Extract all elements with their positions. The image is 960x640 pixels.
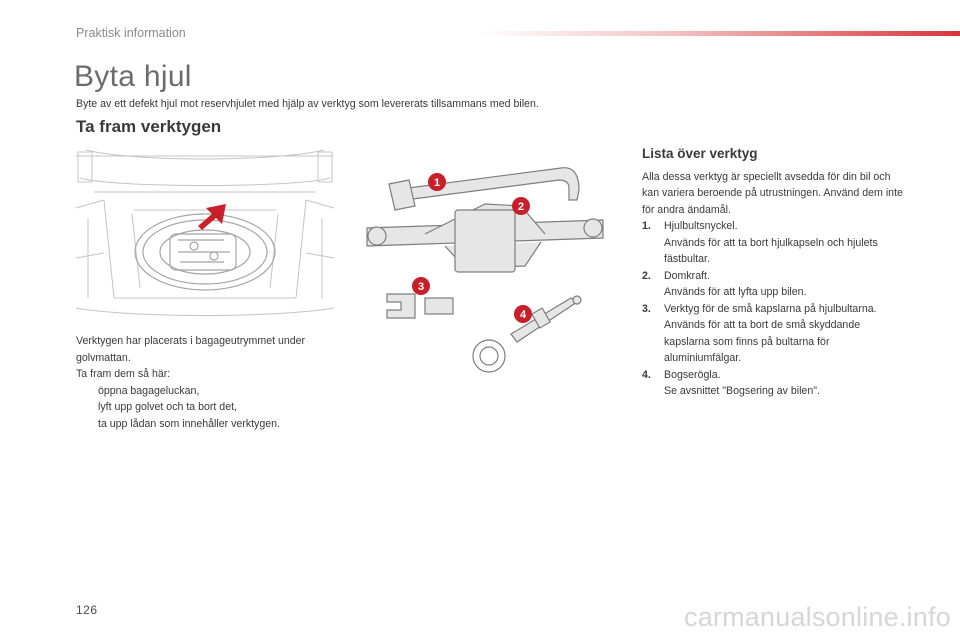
- tool-name: Domkraft.: [664, 269, 710, 282]
- tool-description: Används för att ta bort hjulkapseln och hjulets fästbultar.: [664, 236, 878, 265]
- tool-item-1: [642, 218, 904, 268]
- callout-4: [514, 305, 532, 323]
- tool-list-heading: Lista över verktyg: [642, 146, 758, 161]
- bullet-icon: [76, 416, 98, 433]
- bullet-icon: [76, 383, 98, 400]
- tool-name: Verktyg för de små kapslarna på hjulbultarna.: [664, 302, 877, 315]
- svg-text:4: 4: [519, 309, 527, 321]
- tool-number: 3.: [642, 302, 651, 315]
- tool-name: Bogserögla.: [664, 368, 721, 381]
- header-accent-bar: [478, 31, 960, 36]
- tool-name: Hjulbultsnyckel.: [664, 220, 738, 232]
- trunk-illustration: [74, 148, 336, 323]
- watermark: carmanualsonline.info: [684, 602, 951, 632]
- location-paragraph: Verktygen har placerats i bagageutrymmet under golvmattan.: [76, 335, 306, 364]
- step-text: lyft upp golvet och ta bort det,: [98, 401, 237, 413]
- page-number: 126: [76, 603, 98, 617]
- tool-number: 1.: [642, 220, 651, 232]
- step-item: [76, 416, 331, 433]
- step-item: [76, 399, 331, 416]
- tool-list-intro: Alla dessa verktyg är speciellt avsedda för din bil och kan variera beroende på utrustningen. Använd dem inte för andra ändamål.: [642, 170, 903, 216]
- callout-2: [512, 197, 530, 215]
- steps-intro: Ta fram dem så här:: [76, 368, 171, 380]
- page-intro: Byte av ett defekt hjul mot reservhjulet med hjälp av verktyg som levererats tillsammans med bilen.: [76, 98, 539, 110]
- tool-description: Se avsnittet "Bogsering av bilen".: [664, 385, 820, 397]
- tool-item-3: [642, 301, 904, 367]
- svg-text:2: 2: [517, 201, 525, 213]
- tool-number: 2.: [642, 269, 651, 282]
- tools-location-text: [76, 333, 331, 432]
- tool-item-4: [642, 367, 904, 400]
- tool-list-section: [642, 146, 904, 400]
- tool-description: Används för att lyfta upp bilen.: [664, 286, 807, 298]
- step-text: ta upp lådan som innehåller verktygen.: [98, 417, 280, 430]
- step-text: öppna bagageluckan,: [98, 384, 200, 397]
- tools-illustration: [365, 150, 615, 382]
- tool-number: 4.: [642, 368, 651, 381]
- page-title: Byta hjul: [74, 60, 192, 93]
- callout-3: [412, 277, 430, 295]
- section-heading: Ta fram verktygen: [76, 117, 222, 136]
- svg-text:1: 1: [433, 177, 441, 189]
- section-header: Praktisk information: [76, 26, 186, 40]
- svg-text:3: 3: [417, 281, 425, 293]
- bullet-icon: [76, 399, 98, 416]
- step-item: [76, 383, 331, 400]
- callout-1: [428, 173, 446, 191]
- tool-item-2: [642, 268, 904, 301]
- tool-description: Används för att ta bort de små skyddande kapslarna som finns på bultarna för aluminiumfälgar.: [664, 319, 861, 364]
